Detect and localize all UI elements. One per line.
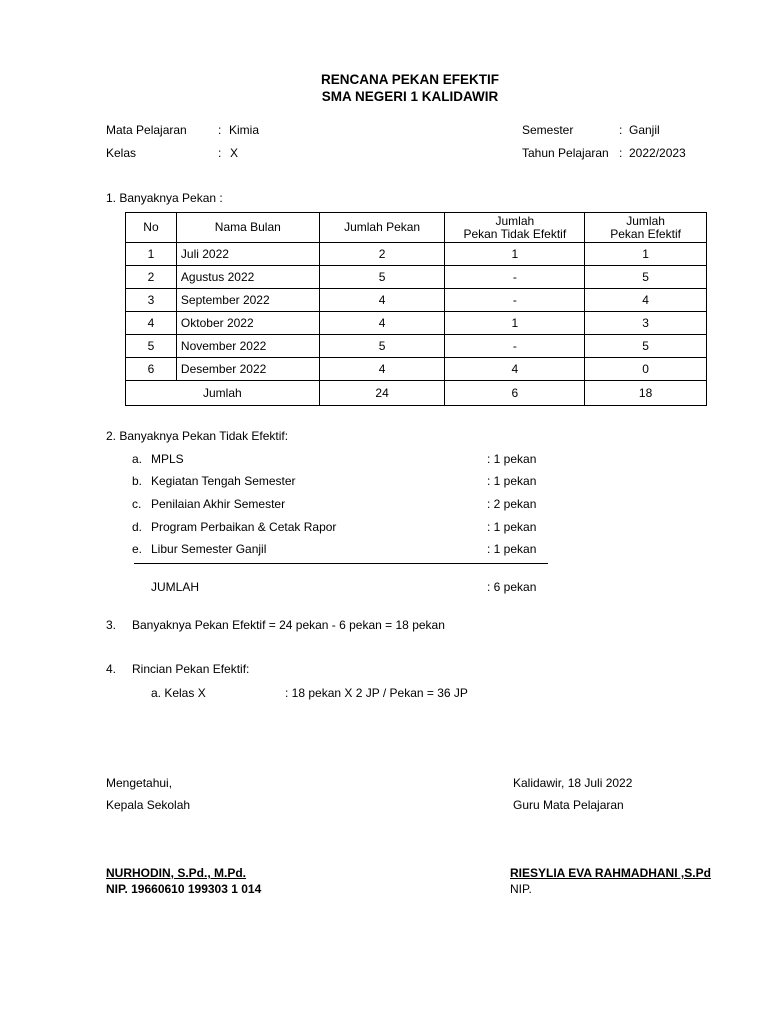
table-total-row bbox=[126, 381, 707, 406]
table-row bbox=[126, 243, 707, 266]
table-row bbox=[126, 289, 707, 312]
cell-no: 3 bbox=[126, 289, 177, 312]
section2-total-label: JUMLAH bbox=[151, 580, 200, 594]
signature-left-line1: Mengetahui, bbox=[106, 776, 173, 790]
cell-jumlah: 4 bbox=[319, 312, 445, 335]
table-row bbox=[126, 358, 707, 381]
cell-tidak: - bbox=[445, 266, 585, 289]
item-value: : 1 pekan bbox=[487, 520, 537, 534]
item-value: : 1 pekan bbox=[487, 474, 537, 488]
cell-bulan: Juli 2022 bbox=[176, 243, 319, 266]
col-jumlah-pekan: Jumlah Pekan bbox=[319, 213, 445, 243]
item-letter: e. bbox=[132, 542, 143, 556]
item-label: Penilaian Akhir Semester bbox=[151, 497, 286, 511]
item-letter: d. bbox=[132, 520, 143, 534]
mapel-colon: : bbox=[218, 123, 222, 137]
col-tidak-efektif-line1: Jumlah bbox=[495, 213, 535, 228]
col-no: No bbox=[126, 213, 177, 243]
cell-tidak: 1 bbox=[445, 312, 585, 335]
cell-no: 6 bbox=[126, 358, 177, 381]
cell-no: 4 bbox=[126, 312, 177, 335]
total-efektif: 18 bbox=[585, 381, 707, 406]
cell-bulan: September 2022 bbox=[176, 289, 319, 312]
pekan-table bbox=[125, 212, 707, 406]
item-letter: b. bbox=[132, 474, 143, 488]
kelas-colon: : bbox=[218, 146, 222, 160]
col-efektif-line2: Pekan Efektif bbox=[610, 226, 681, 241]
tahun-colon: : bbox=[619, 146, 623, 160]
total-label: Jumlah bbox=[126, 381, 320, 406]
cell-no: 2 bbox=[126, 266, 177, 289]
item-letter: c. bbox=[132, 497, 142, 511]
section3-text: Banyaknya Pekan Efektif = 24 pekan - 6 pekan = 18 pekan bbox=[132, 618, 445, 632]
table-row bbox=[126, 312, 707, 335]
item-value: : 1 pekan bbox=[487, 542, 537, 556]
kelas-value: X bbox=[230, 146, 239, 160]
section1-heading: 1. Banyaknya Pekan : bbox=[106, 191, 223, 205]
cell-jumlah: 5 bbox=[319, 335, 445, 358]
divider-line bbox=[134, 563, 548, 564]
cell-efektif: 3 bbox=[585, 312, 707, 335]
semester-label: Semester bbox=[522, 123, 574, 137]
cell-bulan: November 2022 bbox=[176, 335, 319, 358]
section4-detail-value: : 18 pekan X 2 JP / Pekan = 36 JP bbox=[285, 686, 468, 700]
col-tidak-efektif bbox=[445, 213, 585, 243]
kepala-sekolah-nip: NIP. 19660610 199303 1 014 bbox=[106, 882, 262, 896]
section2-heading: 2. Banyaknya Pekan Tidak Efektif: bbox=[106, 429, 289, 443]
cell-efektif: 5 bbox=[585, 335, 707, 358]
item-letter: a. bbox=[132, 452, 143, 466]
mapel-label: Mata Pelajaran bbox=[106, 123, 187, 137]
tahun-label: Tahun Pelajaran bbox=[522, 146, 609, 160]
cell-efektif: 4 bbox=[585, 289, 707, 312]
semester-value: Ganjil bbox=[629, 123, 660, 137]
total-tidak: 6 bbox=[445, 381, 585, 406]
kepala-sekolah-name: NURHODIN, S.Pd., M.Pd. bbox=[106, 866, 247, 880]
school-name: SMA NEGERI 1 KALIDAWIR bbox=[321, 89, 499, 104]
cell-bulan: Agustus 2022 bbox=[176, 266, 319, 289]
cell-efektif: 0 bbox=[585, 358, 707, 381]
signature-right-line2: Guru Mata Pelajaran bbox=[513, 798, 624, 812]
cell-tidak: 4 bbox=[445, 358, 585, 381]
cell-jumlah: 4 bbox=[319, 289, 445, 312]
tahun-value: 2022/2023 bbox=[629, 146, 686, 160]
section2-total-value: : 6 pekan bbox=[487, 580, 537, 594]
col-nama-bulan: Nama Bulan bbox=[176, 213, 319, 243]
document-title: RENCANA PEKAN EFEKTIF bbox=[320, 72, 499, 87]
total-jumlah: 24 bbox=[319, 381, 445, 406]
table-row bbox=[126, 335, 707, 358]
section3-number: 3. bbox=[106, 618, 117, 632]
item-value: : 2 pekan bbox=[487, 497, 537, 511]
item-label: Program Perbaikan & Cetak Rapor bbox=[151, 520, 337, 534]
cell-tidak: 1 bbox=[445, 243, 585, 266]
cell-no: 1 bbox=[126, 243, 177, 266]
signature-left-line2: Kepala Sekolah bbox=[106, 798, 191, 812]
item-value: : 1 pekan bbox=[487, 452, 537, 466]
cell-efektif: 5 bbox=[585, 266, 707, 289]
table-row bbox=[126, 266, 707, 289]
section4-detail-label: a. Kelas X bbox=[151, 686, 206, 700]
col-efektif-line1: Jumlah bbox=[626, 213, 665, 228]
section4-number: 4. bbox=[106, 662, 117, 676]
cell-no: 5 bbox=[126, 335, 177, 358]
guru-nip: NIP. bbox=[510, 882, 532, 896]
item-label: Libur Semester Ganjil bbox=[151, 542, 267, 556]
semester-colon: : bbox=[619, 123, 623, 137]
signature-right-line1: Kalidawir, 18 Juli 2022 bbox=[513, 776, 633, 790]
col-efektif bbox=[585, 213, 707, 243]
mapel-value: Kimia bbox=[229, 123, 260, 137]
cell-tidak: - bbox=[445, 289, 585, 312]
cell-tidak: - bbox=[445, 335, 585, 358]
cell-jumlah: 4 bbox=[319, 358, 445, 381]
table-header-row bbox=[126, 213, 707, 243]
section4-heading: Rincian Pekan Efektif: bbox=[132, 662, 250, 676]
item-label: MPLS bbox=[151, 452, 184, 466]
cell-bulan: Desember 2022 bbox=[176, 358, 319, 381]
cell-jumlah: 5 bbox=[319, 266, 445, 289]
guru-name: RIESYLIA EVA RAHMADHANI ,S.Pd bbox=[510, 866, 711, 880]
item-label: Kegiatan Tengah Semester bbox=[151, 474, 296, 488]
cell-bulan: Oktober 2022 bbox=[176, 312, 319, 335]
kelas-label: Kelas bbox=[106, 146, 137, 160]
col-tidak-efektif-line2: Pekan Tidak Efektif bbox=[463, 226, 567, 241]
cell-efektif: 1 bbox=[585, 243, 707, 266]
cell-jumlah: 2 bbox=[319, 243, 445, 266]
